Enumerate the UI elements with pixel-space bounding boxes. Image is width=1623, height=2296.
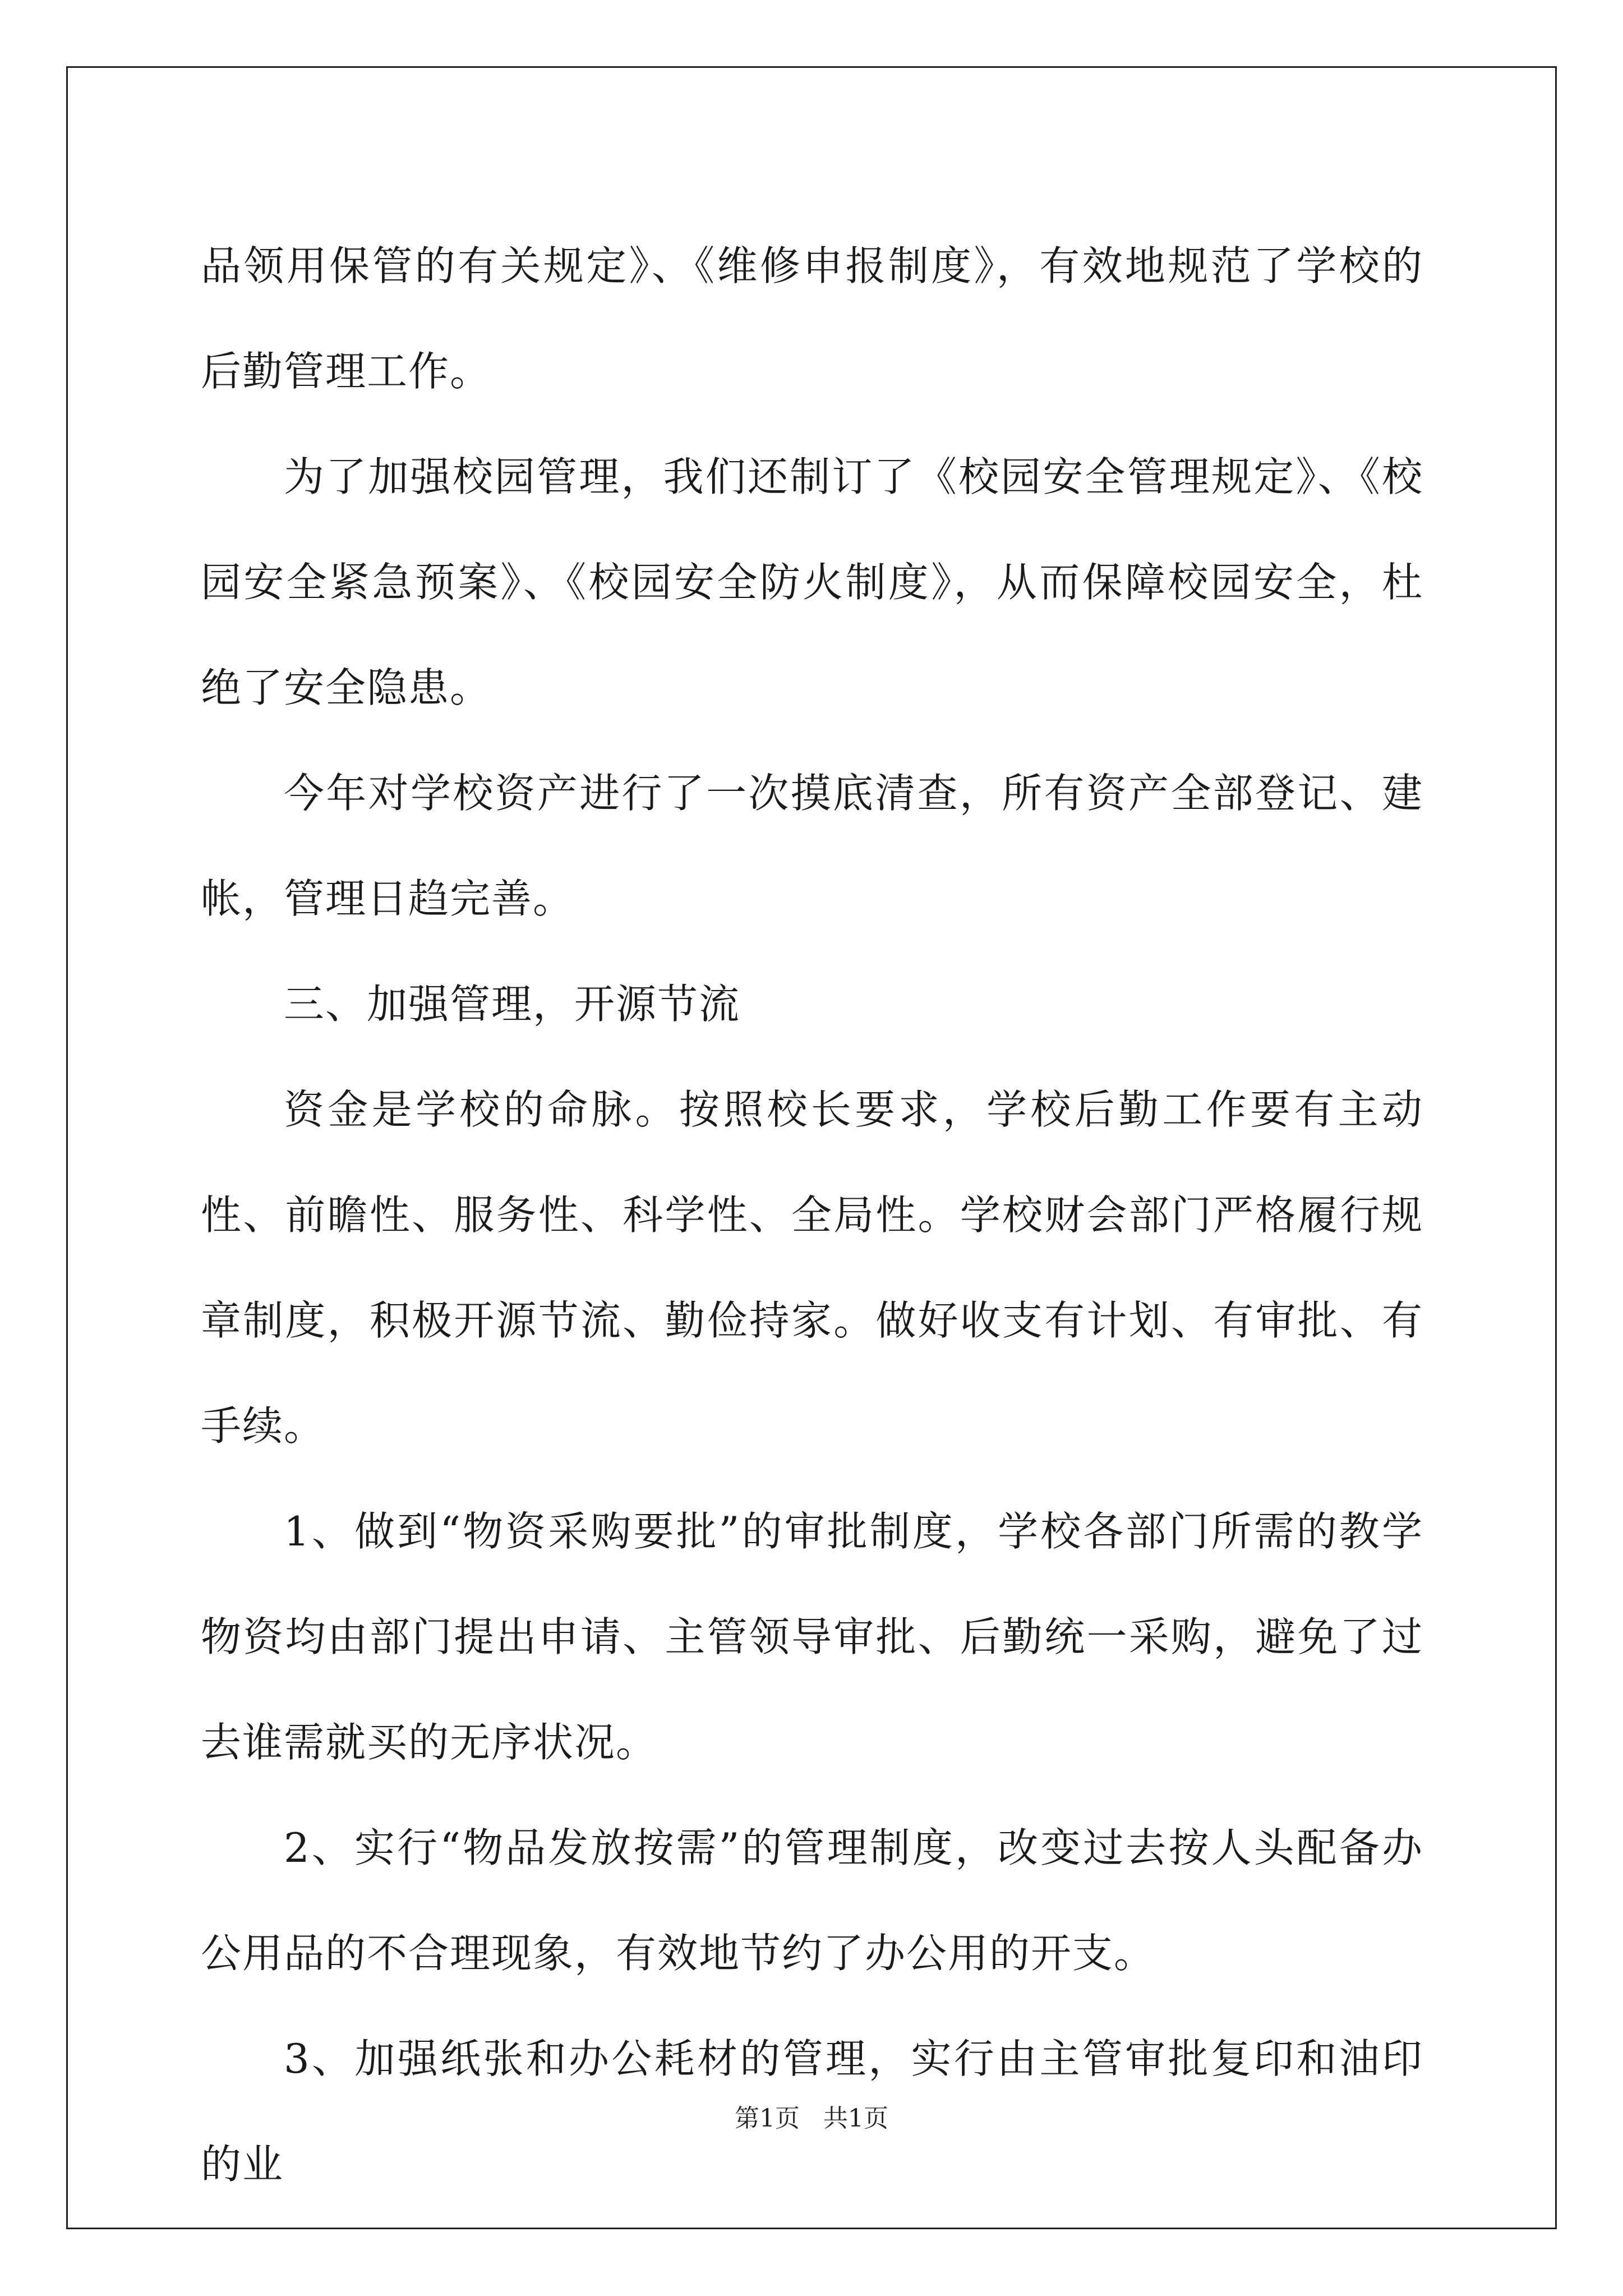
paragraph-2: 为了加强校园管理，我们还制订了《校园安全管理规定》、《校园安全紧急预案》、《校园安全防火制度》，从而保障校园安全，杜绝了安全隐患。 <box>201 453 1423 711</box>
section-heading: 三、加强管理，开源节流 <box>284 981 741 1028</box>
list-item-3: 3、加强纸张和办公耗材的管理，实行由主管审批复印和油印的业 <box>201 2035 1423 2188</box>
list-item-2: 2、实行“物品发放按需”的管理制度，改变过去按人头配备办公用品的不合理现象，有效地节约了办公用的开支。 <box>201 1824 1423 1977</box>
page-number: 第1页 <box>735 2104 800 2133</box>
document-body <box>201 213 1423 2217</box>
paragraph-1: 品领用保管的有关规定》、《维修申报制度》，有效地规范了学校的后勤管理工作。 <box>201 242 1423 395</box>
page-total: 共1页 <box>823 2104 888 2133</box>
paragraph-4: 资金是学校的命脉。按照校长要求，学校后勤工作要有主动性、前瞻性、服务性、科学性、全局性。学校财会部门严格履行规章制度，积极开源节流、勤俭持家。做好收支有计划、有审批、有手续。 <box>201 1086 1423 1450</box>
paragraph-3: 今年对学校资产进行了一次摸底清查，所有资产全部登记、建帐，管理日趋完善。 <box>201 770 1423 922</box>
list-item-1: 1、做到“物资采购要批”的审批制度，学校各部门所需的教学物资均由部门提出申请、主管领导审批、后勤统一采购，避免了过去谁需就买的无序状况。 <box>201 1508 1423 1766</box>
page-footer <box>0 2098 1623 2134</box>
